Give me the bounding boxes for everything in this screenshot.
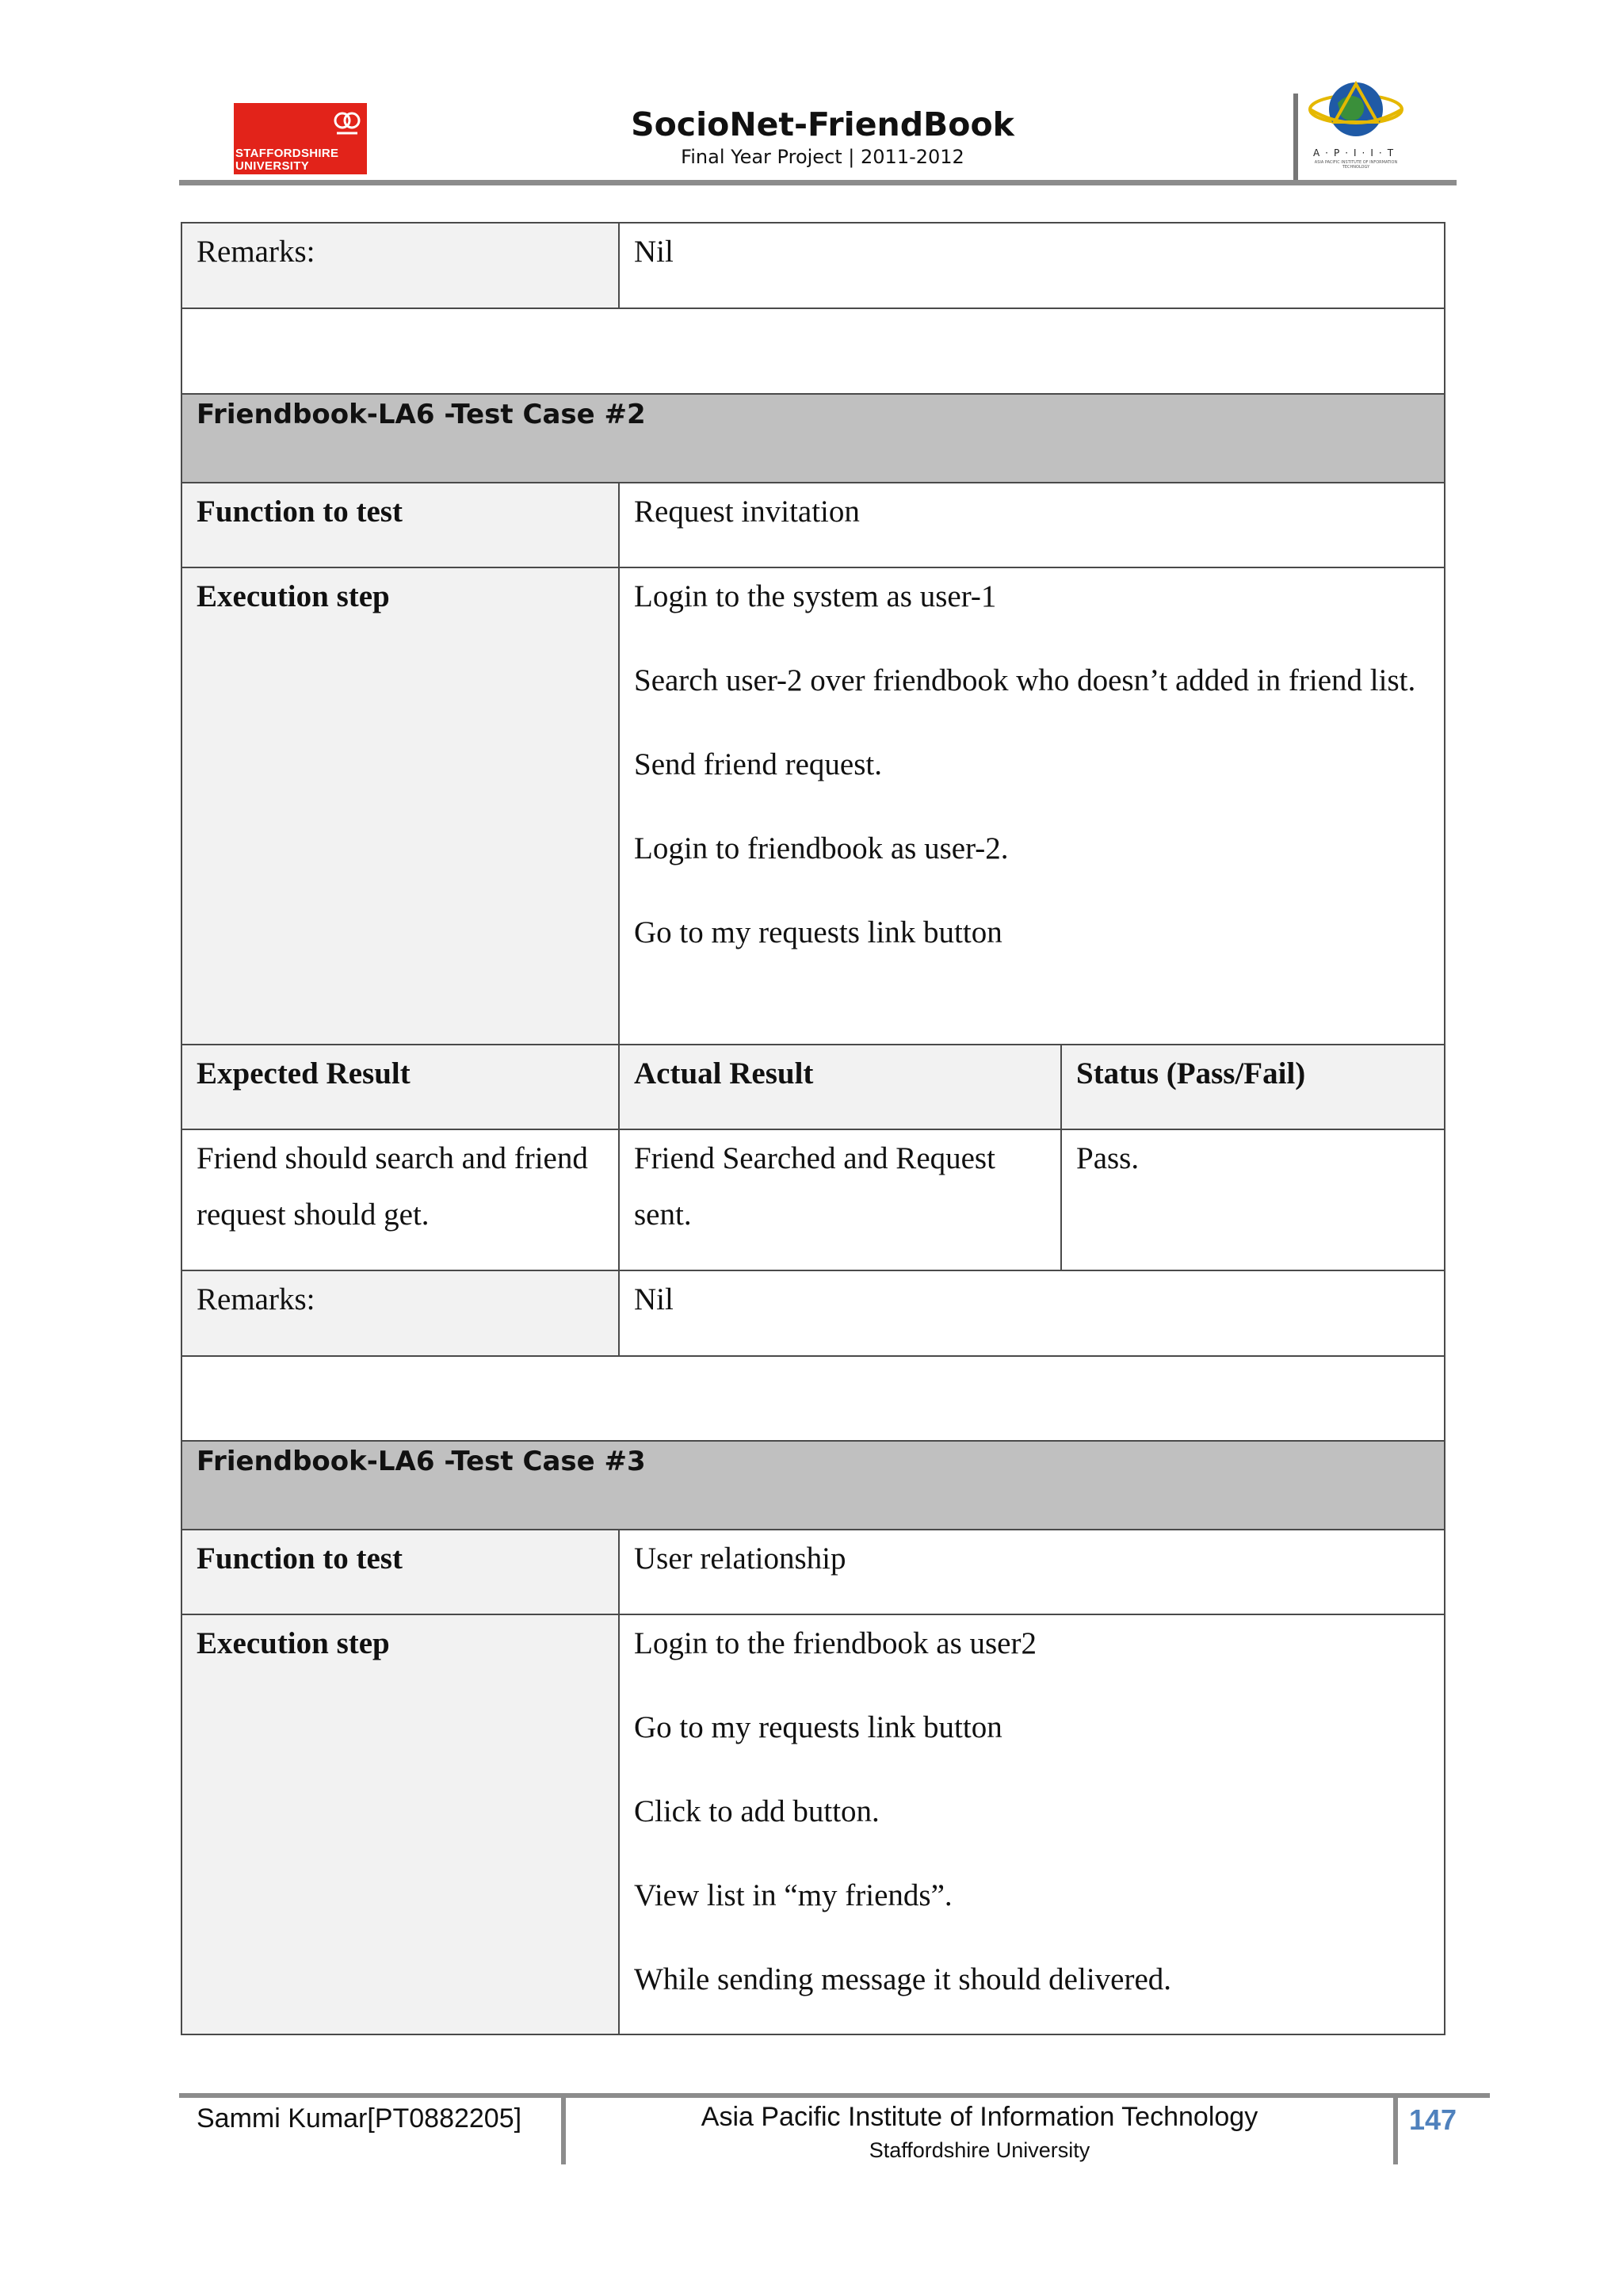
step-item: While sending message it should delivered. [634,1962,1172,1996]
execution-steps [619,1614,1445,2034]
footer-university: Staffordshire University [869,2138,1090,2162]
footer-divider [1393,2096,1398,2164]
function-row [181,483,1445,567]
remarks-row [181,1270,1445,1356]
function-row [181,1530,1445,1614]
actual-result-value: Friend Searched and Request sent. [619,1129,1061,1270]
spacer-row [181,308,1445,394]
test-case-table [181,222,1445,2035]
status-value: Pass. [1061,1129,1445,1270]
status-label: Status (Pass/Fail) [1061,1045,1445,1129]
result-value-row [181,1129,1445,1270]
test-case-heading: Friendbook-LA6 -Test Case #3 [181,1441,1445,1530]
function-value: Request invitation [619,483,1445,567]
apiit-logo-text: A·P·I·I·T [1312,147,1400,159]
expected-result-value: Friend should search and friend request should get. [181,1129,619,1270]
remarks-label: Remarks: [181,223,619,308]
footer-institute: Asia Pacific Institute of Information Technology [701,2102,1258,2132]
header-rule [179,180,1457,185]
execution-label: Execution step [181,1614,619,2034]
test-case-heading-row [181,394,1445,483]
remarks-value: Nil [619,223,1445,308]
test-case-heading-row [181,1441,1445,1530]
expected-result-label: Expected Result [181,1045,619,1129]
function-label: Function to test [181,1530,619,1614]
header-divider [1293,94,1298,182]
actual-result-label: Actual Result [619,1045,1061,1129]
execution-row [181,567,1445,1045]
apiit-logo [1306,73,1406,174]
test-case-heading: Friendbook-LA6 -Test Case #2 [181,394,1445,483]
step-item: Login to friendbook as user-2. [634,831,1009,865]
globe-icon [1306,73,1406,146]
spacer-row [181,1356,1445,1441]
execution-row [181,1614,1445,2034]
step-item: Login to the system as user-1 [634,579,997,613]
step-item: View list in “my friends”. [634,1878,953,1912]
document-subtitle: Final Year Project | 2011-2012 [681,146,964,168]
university-logo-text: STAFFORDSHIRE UNIVERSITY [235,147,339,173]
footer-rule [179,2093,1490,2098]
result-header-row [181,1045,1445,1129]
remarks-label: Remarks: [181,1270,619,1356]
remarks-row [181,223,1445,308]
step-item: Go to my requests link button [634,1710,1002,1744]
function-value: User relationship [619,1530,1445,1614]
remarks-value: Nil [619,1270,1445,1356]
step-item: Search user-2 over friendbook who doesn’t added in friend list. [634,663,1416,697]
apiit-logo-subtext: ASIA PACIFIC INSTITUTE OF INFORMATION TECHNOLOGY [1314,160,1398,170]
page-number: 147 [1409,2103,1457,2136]
function-label: Function to test [181,483,619,567]
execution-label: Execution step [181,567,619,1045]
execution-steps [619,567,1445,1045]
document-title: SocioNet-FriendBook [631,105,1014,143]
step-item: Go to my requests link button [634,915,1002,949]
step-item: Send friend request. [634,747,882,781]
step-item: Login to the friendbook as user2 [634,1626,1037,1660]
step-item: Click to add button. [634,1794,880,1828]
footer-author: Sammi Kumar[PT0882205] [197,2103,522,2134]
